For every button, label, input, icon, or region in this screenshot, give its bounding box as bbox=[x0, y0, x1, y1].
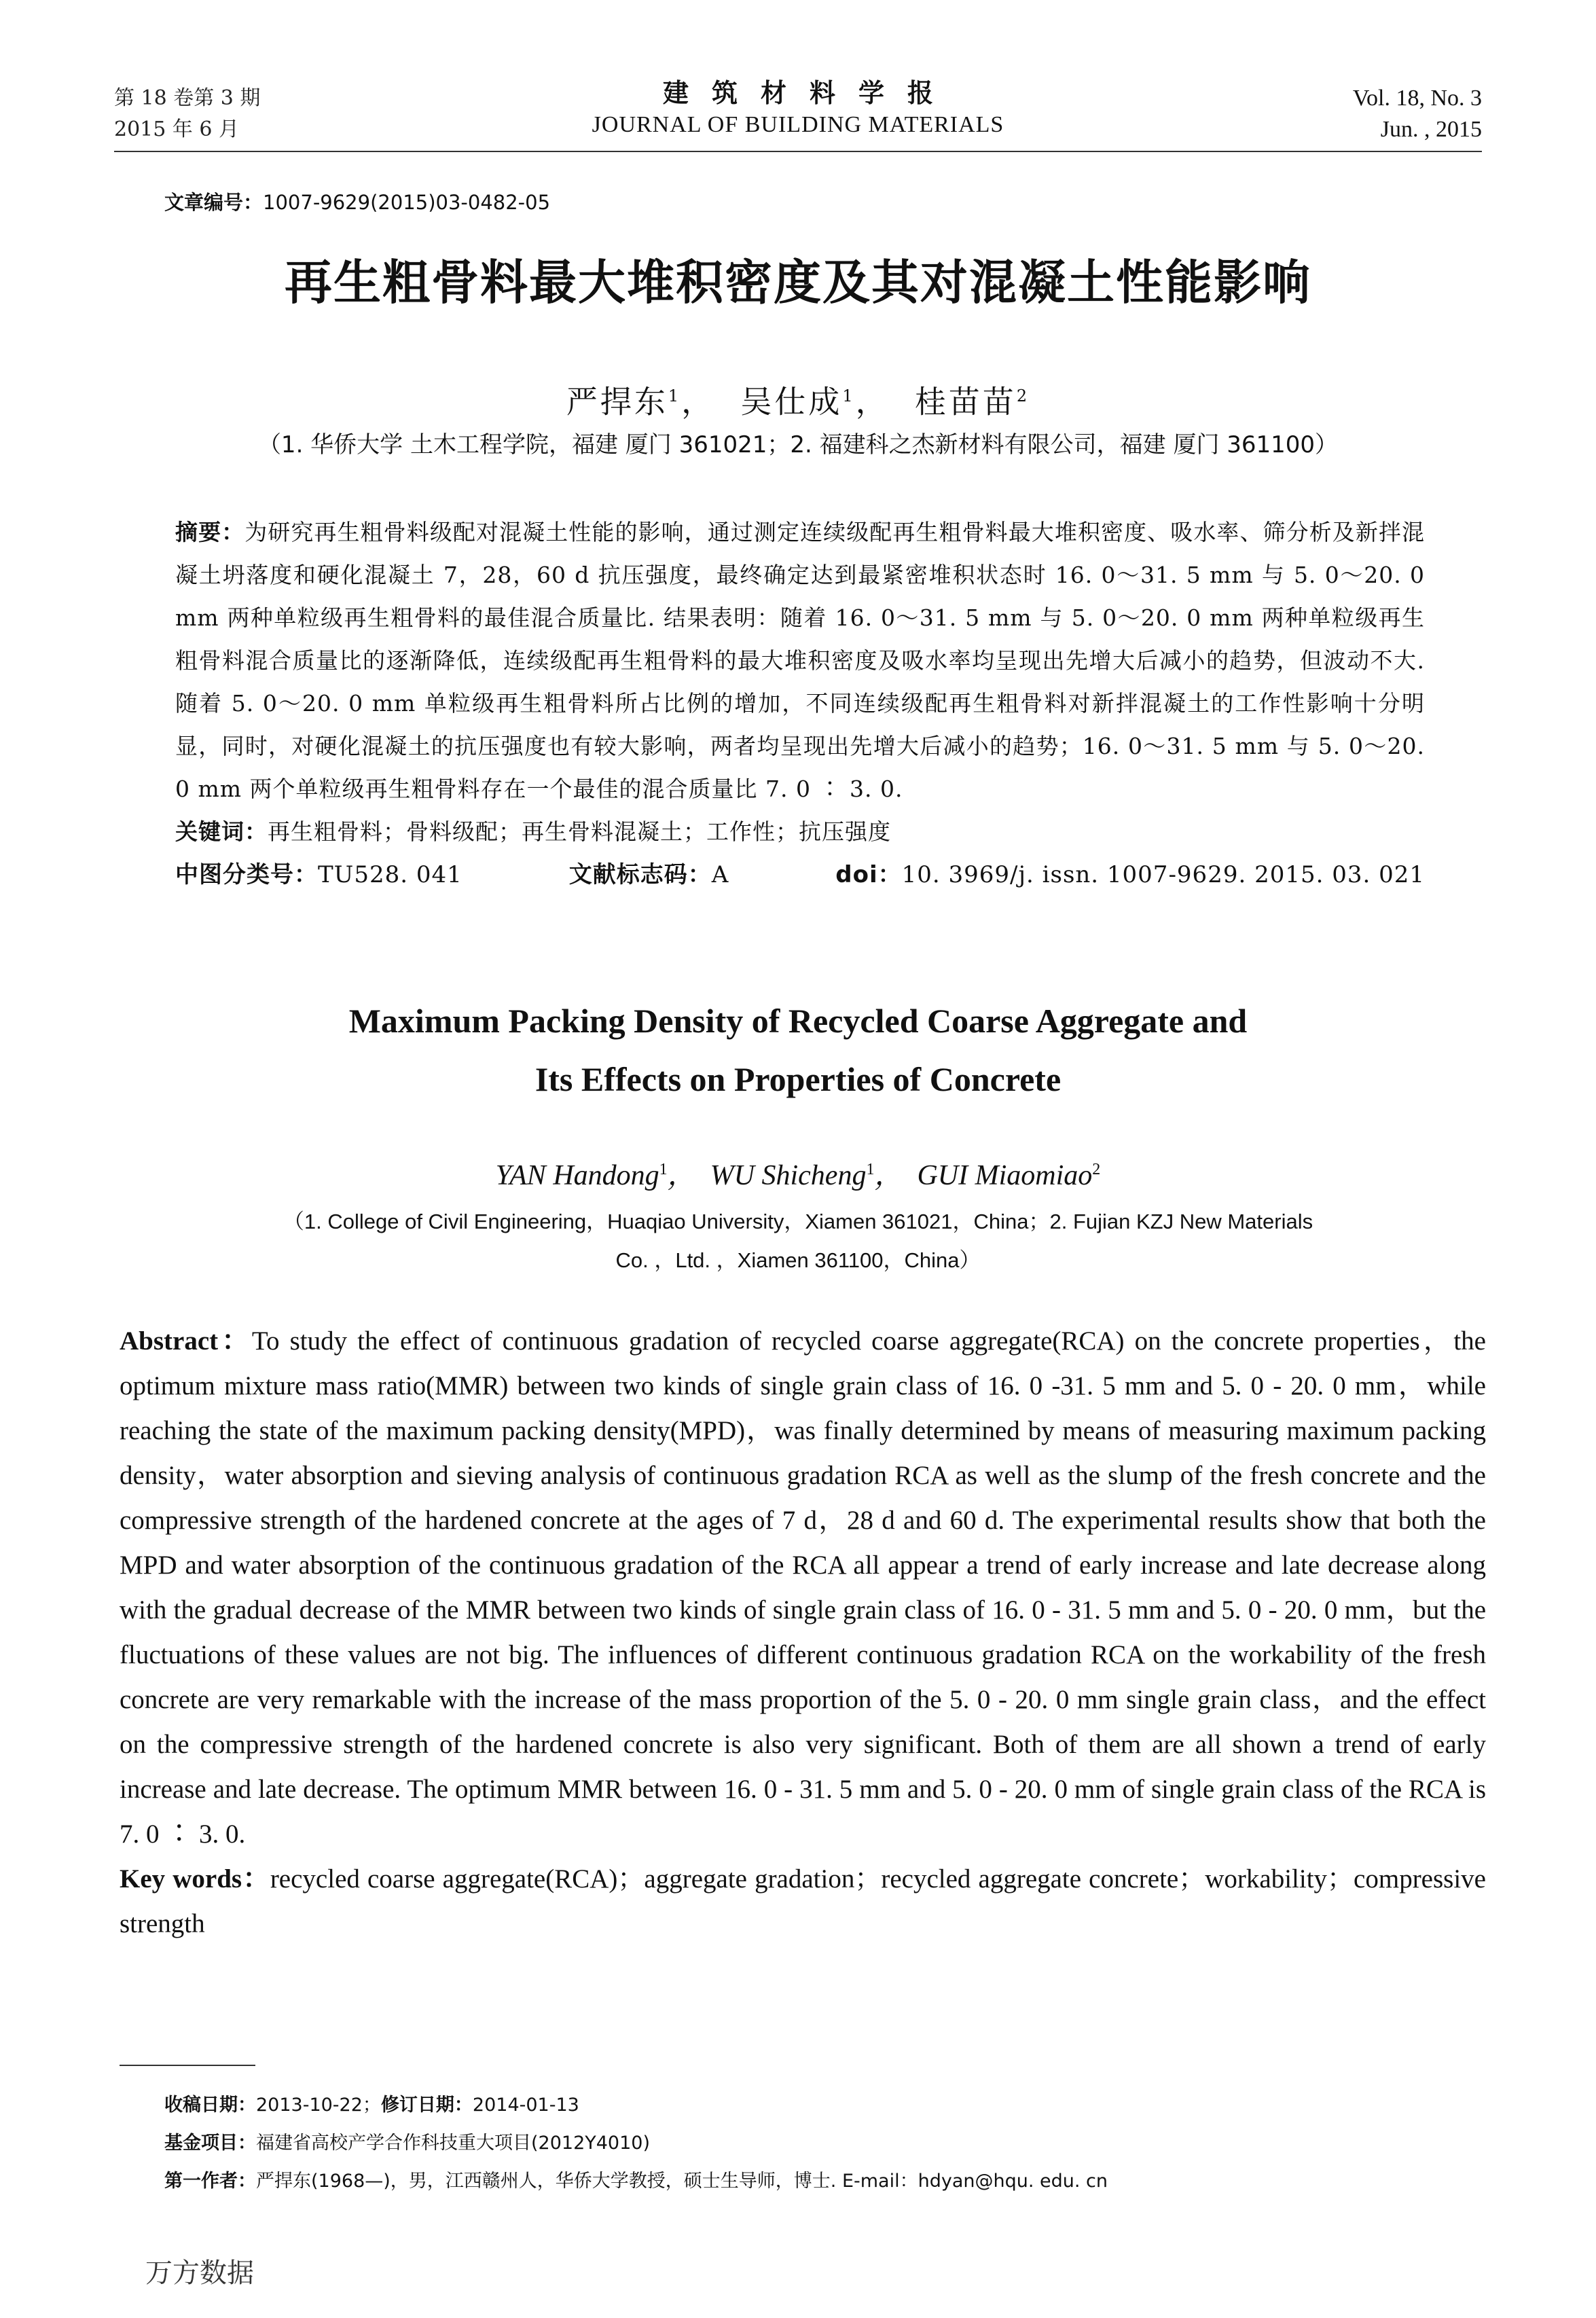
keywords-cn-text: 再生粗骨料；骨料级配；再生骨料混凝土；工作性；抗压强度 bbox=[268, 818, 891, 845]
database-watermark: 万方数据 bbox=[145, 2258, 254, 2289]
author-cn-name: 桂苗苗 bbox=[914, 383, 1017, 420]
affiliation-en bbox=[0, 1202, 1596, 1280]
first-author-label: 第一作者： bbox=[164, 2171, 256, 2192]
first-author-value: 严捍东(1968—)，男，江西赣州人，华侨大学教授，硕士生导师，博士. E-mail：hdyan@hqu. edu. cn bbox=[256, 2171, 1108, 2192]
volume-issue-en: Vol. 18, No. 3 bbox=[1352, 86, 1482, 111]
title-en-line: Maximum Packing Density of Recycled Coarse Aggregate and bbox=[348, 1002, 1248, 1040]
affiliation-cn: （1. 华侨大学 土木工程学院，福建 厦门 361021；2. 福建科之杰新材料有限公司，福建 厦门 361100） bbox=[257, 431, 1339, 458]
authors-en bbox=[0, 1149, 1596, 1196]
document-code-value: A bbox=[711, 861, 729, 888]
abstract-cn-text: 为研究再生粗骨料级配对混凝土性能的影响，通过测定连续级配再生粗骨料最大堆积密度、吸水率、筛分析及新拌混凝土坍落度和硬化混凝土 7，28，60 d 抗压强度，最终确定达到最紧密堆积状态时 16. 0～31. 5 mm 与 5. 0～20. 0 mm 两种单粒级再生粗骨料的最佳混合质量比. 结果表明：随着 16. 0～31. 5 mm 与 5. 0～20. 0 mm 两种单粒级再生粗骨料混合质量比的逐渐降低，连续级配再生粗骨料的最大堆积密度及吸水率均呈现出先增大后减小的趋势，但波动不大. 随着 5. 0～20. 0 mm 单粒级再生粗骨料所占比例的增加，不同连续级配再生粗骨料对新拌混凝土的工作性影响十分明显，同时，对硬化混凝土的抗压强度也有较大影响，两者均呈现出先增大后减小的趋势；16. 0～31. 5 mm 与 5. 0～20. 0 mm 两个单粒级再生粗骨料存在一个最佳的混合质量比 7. 0 ∶ 3. 0. bbox=[175, 519, 1426, 802]
affiliation-en-line: （1. College of Civil Engineering，Huaqiao University，Xiamen 361021，China；2. Fujian KZJ New Materials bbox=[283, 1210, 1313, 1233]
document-code-label: 文献标志码： bbox=[568, 861, 712, 888]
revised-value: 2014-01-13 bbox=[472, 2095, 579, 2116]
clc-number bbox=[175, 856, 463, 894]
footnote-dates bbox=[164, 2086, 1455, 2124]
title-cn: 再生粗骨料最大堆积密度及其对混凝土性能影响 bbox=[285, 255, 1311, 310]
author-en-affil-mark: 2 bbox=[1092, 1161, 1101, 1178]
footnote-funding bbox=[164, 2124, 1455, 2162]
author-en-name: YAN Handong bbox=[495, 1160, 659, 1191]
author-cn-affil-mark: 1 bbox=[842, 386, 856, 405]
abstract-cn bbox=[175, 511, 1425, 810]
keywords-en bbox=[120, 1857, 1486, 1946]
clc-label: 中图分类号： bbox=[175, 861, 318, 888]
author-cn-name: 吴仕成 bbox=[740, 383, 843, 420]
journal-volume-info bbox=[1353, 83, 1482, 145]
doi-value: 10. 3969/j. issn. 1007-9629. 2015. 03. 021 bbox=[901, 861, 1425, 888]
abstract-en bbox=[120, 1319, 1486, 1857]
author-en-affil-mark: 1 bbox=[866, 1161, 875, 1178]
abstract-cn-block bbox=[175, 511, 1425, 894]
author-cn-affil-mark: 1 bbox=[668, 386, 682, 405]
authors-cn bbox=[0, 375, 1596, 422]
author-separator: ， bbox=[855, 383, 890, 420]
article-number-label: 文章编号： bbox=[164, 191, 264, 214]
revised-label: 修订日期： bbox=[380, 2095, 473, 2116]
document-code bbox=[569, 856, 729, 894]
received-value: 2013-10-22； bbox=[256, 2095, 381, 2116]
abstract-en-text: To study the effect of continuous gradation of recycled coarse aggregate(RCA) on the concrete properties，the optimum mixture mass ratio(MMR) between two kinds of single grain class of 16. 0 -31. 5 mm and 5. 0 - 20. 0 mm，while reaching the state of the maximum packing density(MPD)，was finally determined by means of measuring maximum packing density，water absorption and sieving analysis of continuous gradation RCA as well as the slump of the fresh concrete and the compressive strength of the hardened concrete at the ages of 7 d，28 d and 60 d. The experimental results show that both the MPD and water absorption of the continuous gradation of the RCA all appear a trend of early increase and late decrease along with the gradual decrease of the MMR between two kinds of single grain class of 16. 0 - 31. 5 mm and 5. 0 - 20. 0 mm，but the fluctuations of these values are not big. The influences of different continuous gradation RCA on the workability of the fresh concrete are very remarkable with the increase of the mass proportion of the 5. 0 - 20. 0 mm single grain class，and the effect on the compressive strength of the hardened concrete is also very significant. Both of them are all shown a trend of early increase and late decrease. The optimum MMR between 16. 0 - 31. 5 mm and 5. 0 - 20. 0 mm of single grain class of the RCA is 7. 0 ∶ 3. 0. bbox=[120, 1326, 1486, 1849]
issue-date-cn: 2015 年 6 月 bbox=[114, 117, 240, 141]
author-cn-affil-mark: 2 bbox=[1016, 386, 1030, 405]
title-en bbox=[0, 992, 1596, 1108]
journal-name-en: JOURNAL OF BUILDING MATERIALS bbox=[592, 112, 1004, 137]
author-separator: ， bbox=[874, 1160, 903, 1191]
title-en-line: Its Effects on Properties of Concrete bbox=[534, 1060, 1062, 1098]
doi bbox=[835, 856, 1425, 894]
classification-row bbox=[175, 856, 1425, 894]
keywords-cn-label: 关键词： bbox=[175, 818, 268, 845]
volume-issue-cn: 第 18 卷第 3 期 bbox=[114, 86, 261, 110]
author-en-name: GUI Miaomiao bbox=[917, 1160, 1093, 1191]
keywords-en-text: recycled coarse aggregate(RCA)；aggregate gradation；recycled aggregate concrete；workability；compressive strength bbox=[120, 1864, 1486, 1938]
received-label: 收稿日期： bbox=[164, 2095, 256, 2116]
abstract-en-label: Abstract： bbox=[120, 1326, 252, 1356]
affiliation-en-line: Co. ，Ltd. ，Xiamen 361100，China） bbox=[615, 1248, 981, 1272]
keywords-cn bbox=[175, 810, 1425, 853]
author-separator: ， bbox=[681, 383, 716, 420]
footnote-divider bbox=[120, 2065, 255, 2066]
author-en-affil-mark: 1 bbox=[659, 1161, 668, 1178]
journal-name-cn: 建筑材料学报 bbox=[662, 78, 956, 108]
fund-value: 福建省高校产学合作科技重大项目(2012Y4010) bbox=[256, 2133, 650, 2154]
issue-date-en: Jun. , 2015 bbox=[1380, 117, 1482, 142]
author-en-name: WU Shicheng bbox=[710, 1160, 867, 1191]
abstract-cn-label: 摘要： bbox=[175, 519, 245, 545]
article-number bbox=[164, 189, 550, 216]
doi-label: doi： bbox=[835, 861, 902, 888]
keywords-en-label: Key words： bbox=[120, 1864, 270, 1894]
header-divider bbox=[114, 151, 1482, 152]
article-number-value: 1007-9629(2015)03-0482-05 bbox=[263, 191, 551, 214]
fund-label: 基金项目： bbox=[164, 2133, 256, 2154]
footnote-first-author bbox=[164, 2162, 1455, 2201]
clc-value: TU528. 041 bbox=[318, 861, 463, 888]
abstract-en-block bbox=[120, 1319, 1486, 1946]
author-separator: ， bbox=[667, 1160, 696, 1191]
author-cn-name: 严捍东 bbox=[566, 383, 668, 420]
footnotes bbox=[164, 2086, 1455, 2201]
